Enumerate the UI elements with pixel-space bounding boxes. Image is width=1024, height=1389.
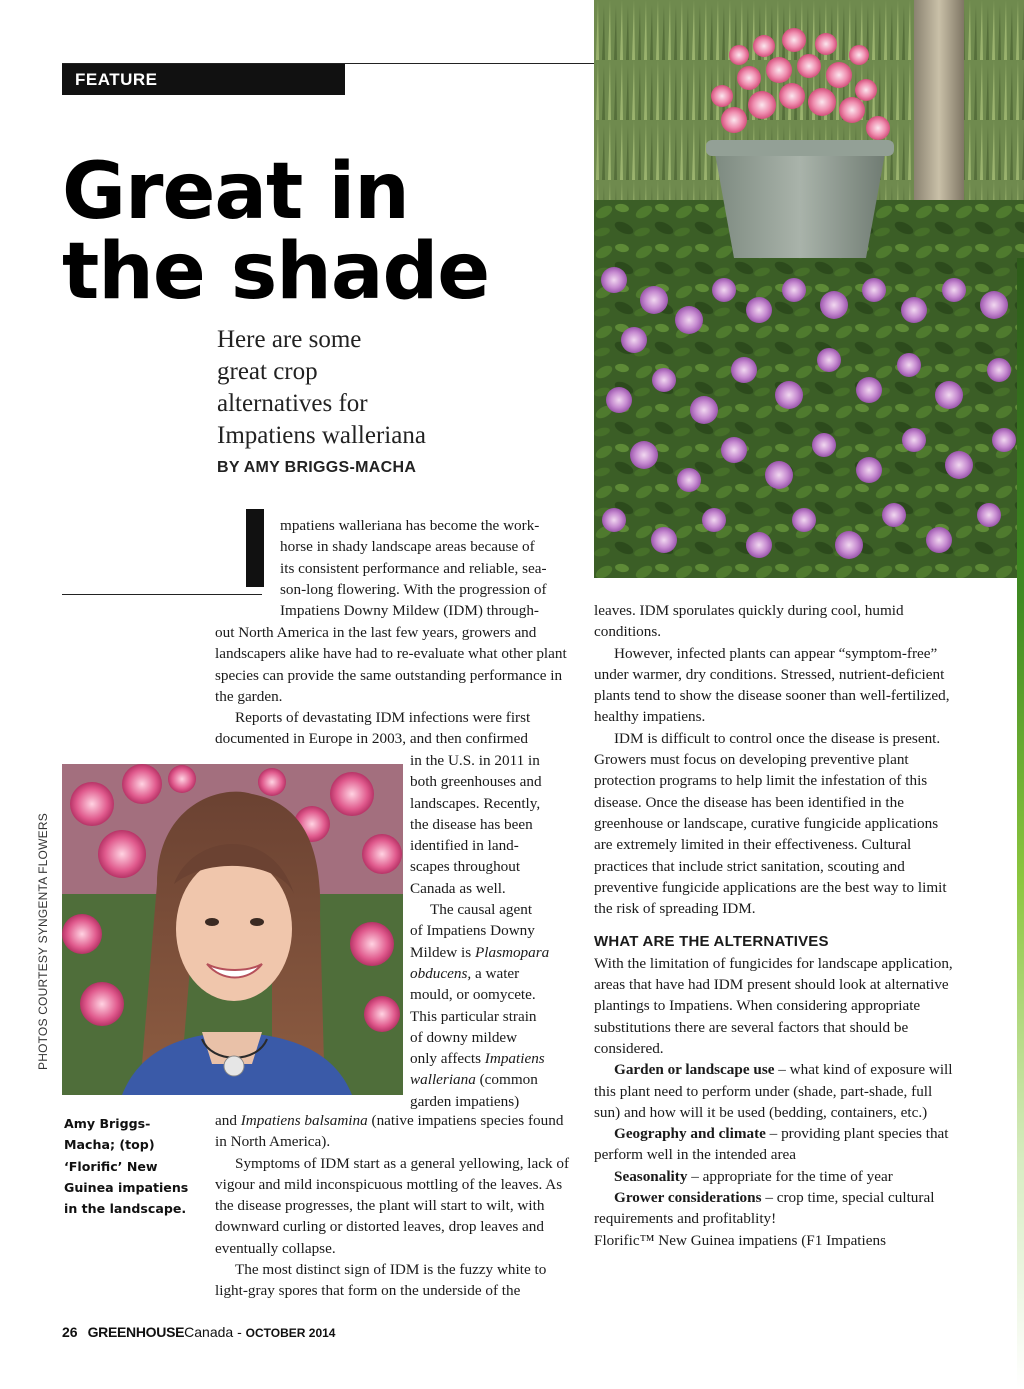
text-line: [410, 1069, 580, 1090]
paragraph: Symptoms of IDM start as a general yellowing, lack of vigour and mild inconspicuous mottling of the leaves. As the disease progresses, the plant will start to wilt, with downward curling or distorted leaves, drop leaves and eventually collapse.: [215, 1154, 570, 1257]
col1-bottom-text: [215, 1110, 577, 1302]
text-span: a water: [471, 964, 520, 982]
text-line: in the U.S. in 2011 in: [410, 752, 540, 769]
factor-desc: – providing plant species that perform well in the intended area: [594, 1125, 949, 1164]
text-line: its consistent performance and reliable, sea-: [280, 559, 547, 577]
paragraph: Reports of devastating IDM infections were first documented in Europe in 2003, and then confirmed: [215, 709, 531, 748]
italic-term: Impatiens balsamina: [240, 1112, 368, 1129]
text-line: son-long flowering. With the progression of: [280, 580, 547, 598]
col1-narrow-text: [410, 750, 580, 1112]
factor-desc: – appropriate for the time of year: [687, 1167, 893, 1185]
impatiens-landscape-image: [594, 0, 1024, 578]
caption-line: Amy Briggs-: [64, 1116, 151, 1131]
text-line: of downy mildew: [410, 1028, 518, 1046]
paragraph: However, infected plants can appear “symptom-free” under warmer, dry conditions. Stressed, nutrient-deficient plants tend to show the disease sooner than well-fertilized, healthy impatiens.: [594, 644, 950, 726]
factor-term: Grower considerations: [614, 1189, 762, 1207]
paragraph: out North America in the last few years, growers and landscapers alike have had to re-evaluate what other plant species can provide the same outstanding performance in the garden.: [215, 624, 567, 705]
issue-date: OCTOBER 2014: [245, 1326, 336, 1340]
italic-term: walleriana: [410, 1071, 476, 1089]
intro-drop-lines: [280, 515, 580, 621]
photo-credit: PHOTOS COURTESY SYNGENTA FLOWERS: [36, 813, 50, 1070]
italic-term: obducens,: [410, 964, 472, 982]
factor-term: Garden or landscape use: [614, 1061, 775, 1079]
deck-line-2: great crop: [217, 358, 318, 385]
text-span: (common: [475, 1071, 538, 1089]
page-edge-stripe: [1017, 258, 1024, 1389]
factor-item: [594, 1166, 956, 1187]
section-heading: WHAT ARE THE ALTERNATIVES: [594, 933, 829, 951]
text-line: The causal agent: [430, 901, 533, 919]
footer-separator: -: [233, 1324, 246, 1340]
paragraph: [215, 1110, 577, 1153]
italic-term: Impatiens: [484, 1050, 545, 1068]
text-line: scapes throughout: [410, 858, 521, 876]
text-span: (native impatiens species found in North America).: [215, 1112, 564, 1151]
text-line: both greenhouses and: [410, 773, 542, 791]
text-line: garden impatiens): [410, 1092, 520, 1110]
byline: BY AMY BRIGGS-MACHA: [217, 459, 417, 476]
paragraph: With the limitation of fungicides for landscape application, areas that have had IDM present should look at alternative plantings to Impatiens. When considering appropriate substitutions there are several factors that should be considered.: [594, 954, 953, 1057]
text-line: Canada as well.: [410, 879, 506, 897]
magazine-name-bold: GREENHOUSE: [87, 1324, 185, 1340]
deck-line-3: alternatives for: [217, 390, 368, 417]
text-line: [410, 942, 580, 963]
factor-term: Geography and climate: [614, 1125, 766, 1143]
text-span: only affects: [410, 1050, 485, 1068]
section-tab: FEATURE: [62, 64, 345, 95]
page-number: 26: [62, 1324, 78, 1340]
text-line: landscapes. Recently,: [410, 794, 541, 812]
italic-term: Plasmopara: [474, 943, 550, 961]
text-line: [410, 1048, 580, 1069]
headline-line-2: the shade: [62, 227, 490, 317]
drop-cap: [246, 509, 264, 587]
photo-caption: [64, 1113, 204, 1219]
paragraph: The most distinct sign of IDM is the fuzzy white to light-gray spores that form on the underside of the: [215, 1261, 547, 1300]
factor-item: [594, 1123, 956, 1166]
text-span: Mildew is: [410, 943, 475, 961]
col1-top-text: [215, 622, 577, 750]
caption-line: in the landscape.: [64, 1201, 187, 1217]
text-line: This particular strain: [410, 1007, 537, 1025]
text-line: mould, or oomycete.: [410, 986, 536, 1004]
paragraph: leaves. IDM sporulates quickly during cool, humid conditions.: [594, 602, 904, 641]
text-span: and: [215, 1112, 241, 1129]
magazine-name-regular: Canada: [184, 1324, 234, 1340]
drop-cap-rule: [62, 594, 262, 595]
text-line: [410, 963, 580, 984]
caption-line: Macha; (top): [64, 1137, 155, 1153]
text-line: mpatiens walleriana has become the work-: [280, 517, 540, 534]
deck-line-4: Impatiens walleriana: [217, 422, 426, 449]
factor-item: [594, 1187, 956, 1230]
caption-line: ‘Florific’ New: [64, 1158, 158, 1174]
factor-desc: – what kind of exposure will this plant need to perform under (shade, part-shade, full sun) and how will it be used (bedding, containers, etc.): [594, 1061, 953, 1121]
factor-item: [594, 1059, 956, 1123]
headline-line-1: Great in: [62, 147, 409, 237]
headline: [62, 147, 582, 317]
paragraph: IDM is difficult to control once the disease is present. Growers must focus on developing preventive plant protection programs to help limit the infestation of this disease. Once the disease has been identified in the greenhouse or landscape, curative fungicide applications are extremely limited in their effectiveness. Cultural practices that include strict sanitation, scouting and preventive fungicide applications are the best way to limit the risk of spreading IDM.: [594, 729, 947, 918]
deck: [217, 324, 517, 452]
factor-desc: – crop time, special cultural requirements and profitablity!: [594, 1189, 935, 1228]
caption-line: Guinea impatiens: [64, 1179, 189, 1195]
factor-term: Seasonality: [614, 1167, 688, 1185]
text-line: horse in shady landscape areas because of: [280, 538, 535, 556]
paragraph: Florific™ New Guinea impatiens (F1 Impatiens: [594, 1231, 886, 1249]
text-line: the disease has been: [410, 815, 533, 833]
page-footer: [62, 1324, 335, 1340]
hero-photo: [594, 0, 1024, 578]
amy-briggs-macha-photo: [62, 764, 403, 1095]
text-line: identified in land-: [410, 837, 519, 855]
author-portrait: [62, 764, 403, 1095]
col2-text: [594, 600, 956, 1251]
deck-line-1: Here are some: [217, 326, 362, 353]
text-line: of Impatiens Downy: [410, 922, 535, 940]
text-line: Impatiens Downy Mildew (IDM) through-: [280, 602, 539, 620]
